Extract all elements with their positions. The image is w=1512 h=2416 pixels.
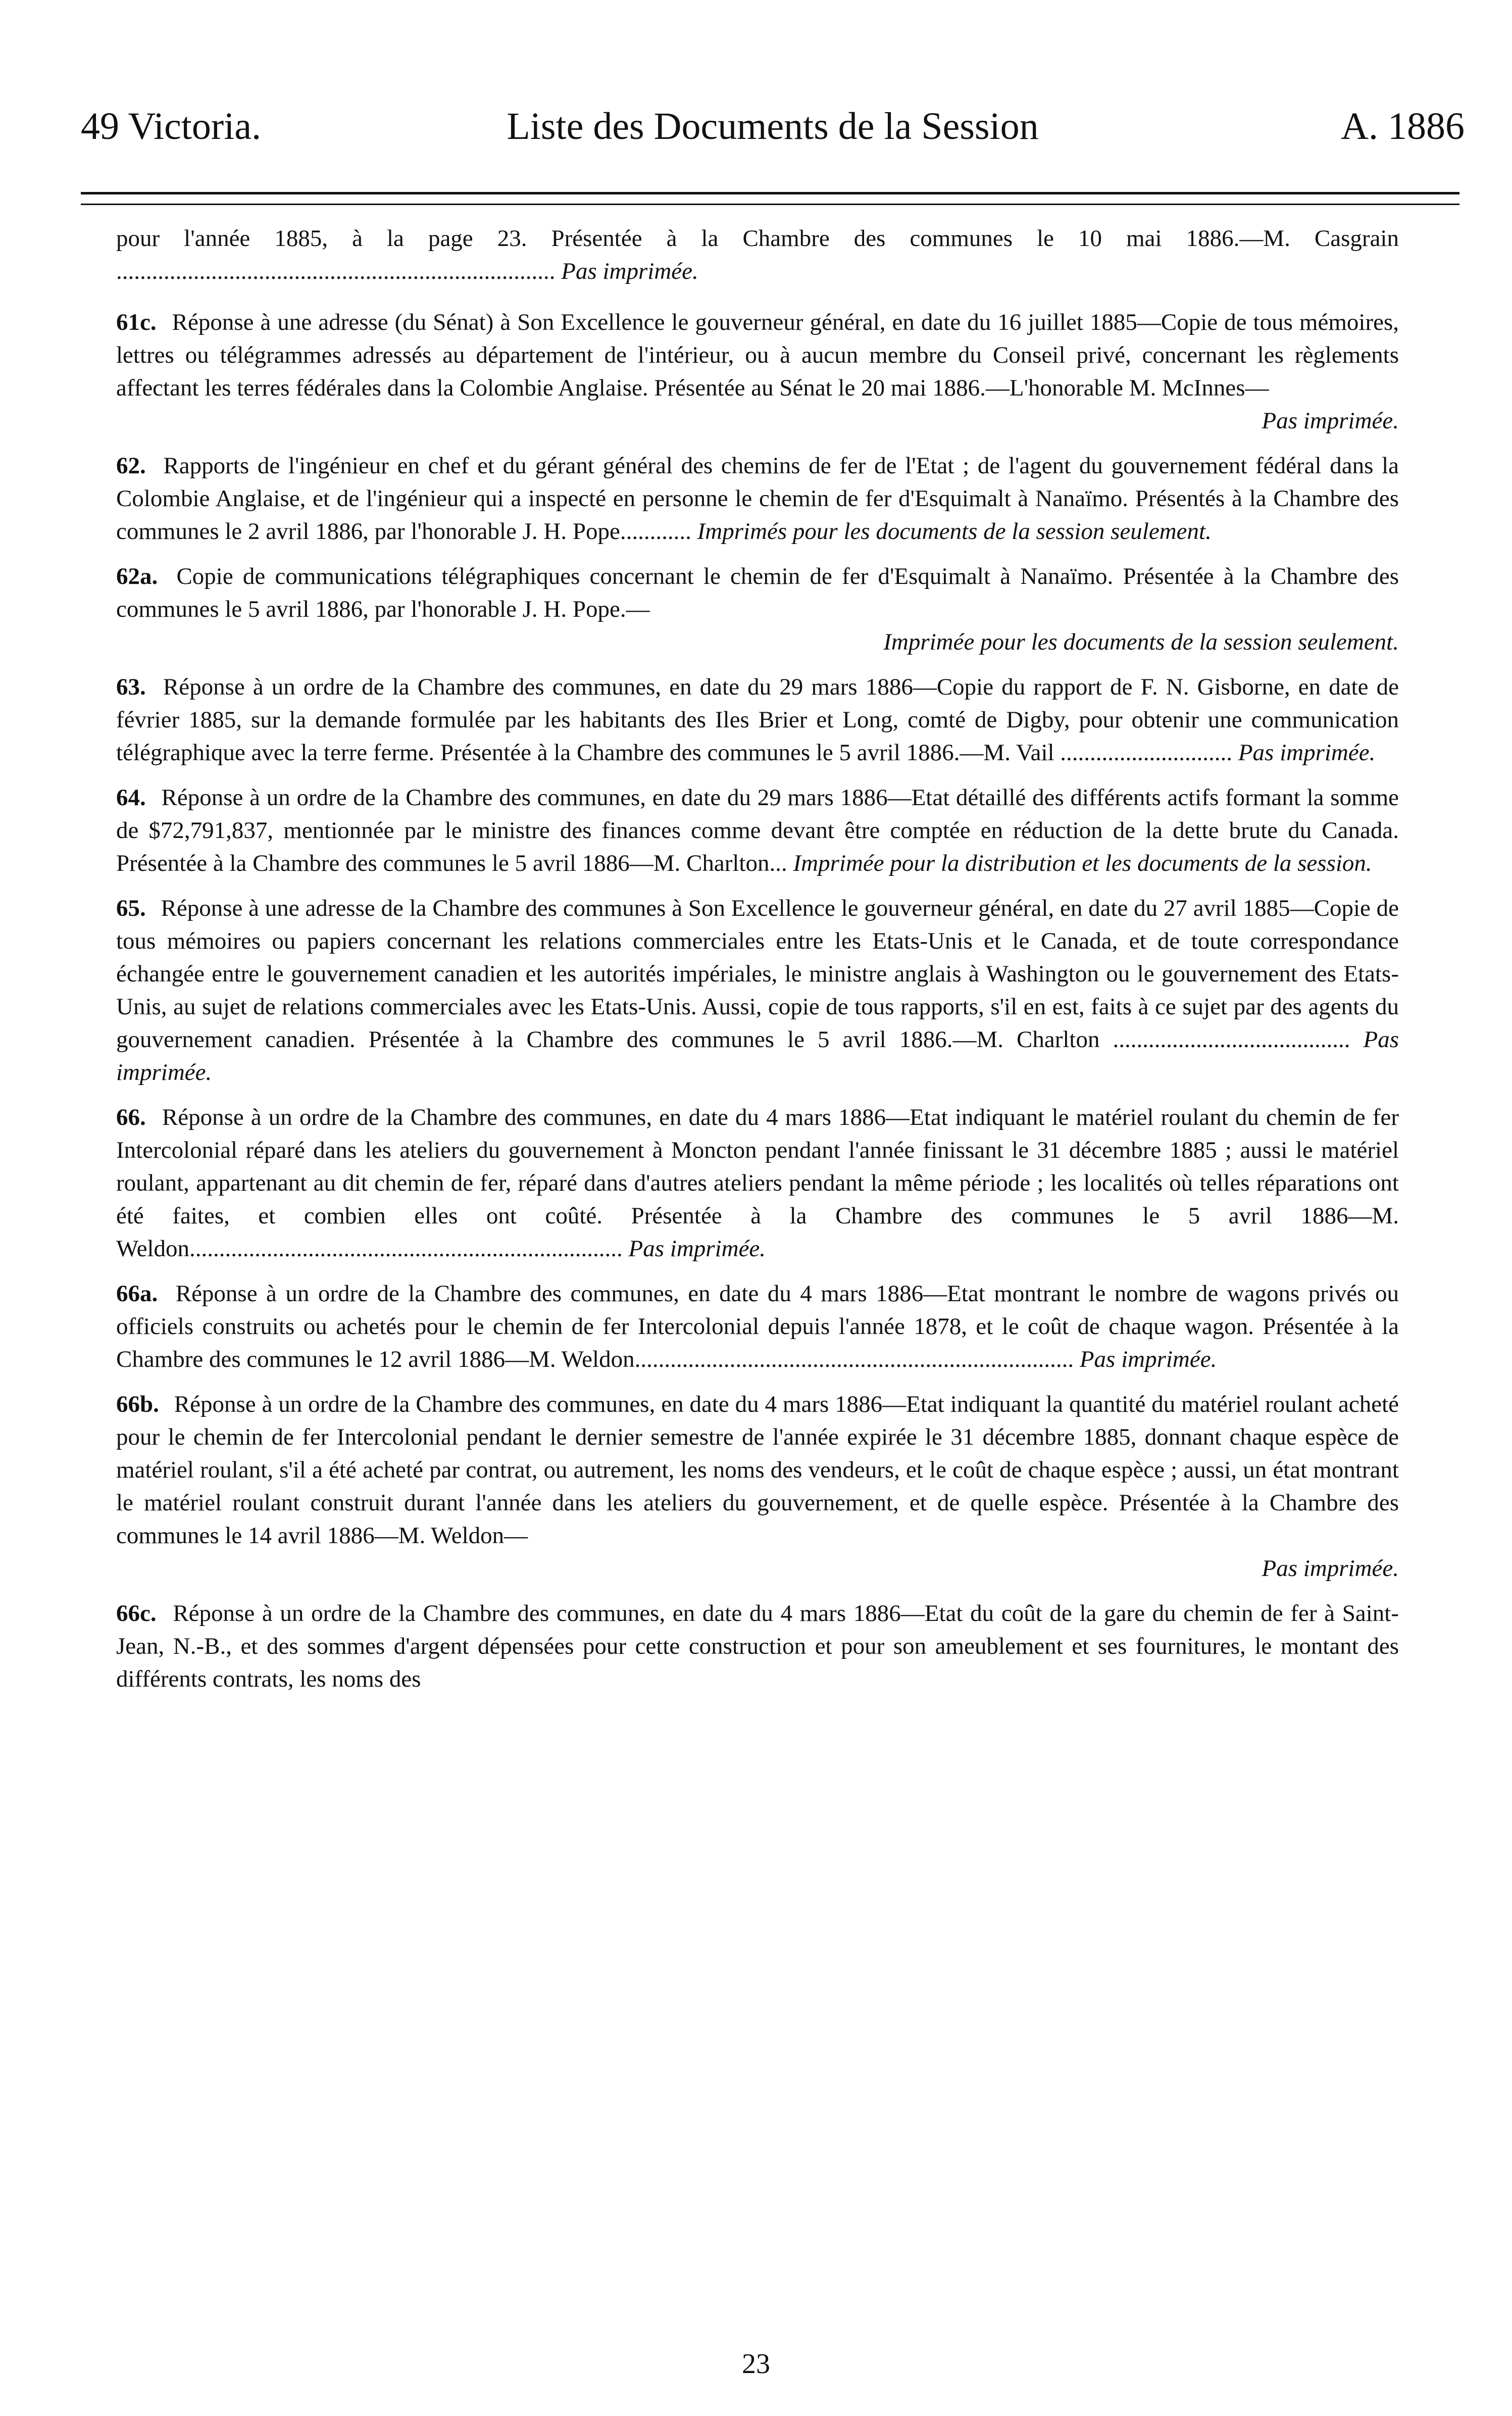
header-volume: 49 Victoria. bbox=[81, 105, 262, 147]
list-item bbox=[116, 1388, 1399, 1585]
list-item bbox=[116, 1277, 1399, 1376]
list-item bbox=[116, 1597, 1399, 1696]
list-item bbox=[116, 781, 1399, 880]
entry-number: 62. bbox=[116, 453, 146, 479]
entry-text: Réponse à un ordre de la Chambre des communes, en date du 29 mars 1886—Copie du rapport de F. N. Gisborne, en date de février 1885, sur la demande formulée par les habitants des Iles Brier et Long, comté de Digby, pour obtenir une communication télégraphique avec la terre ferme. Présentée à la Chambre des communes le 5 avril 1886.—M. Vail ............................. bbox=[116, 674, 1399, 766]
entry-text: Réponse à un ordre de la Chambre des communes, en date du 29 mars 1886—Etat détaillé des différents actifs formant la somme de $72,791,837, mentionnée par le ministre des finances comme devant être comptée en réduction de la dette brute du Canada. Présentée à la Chambre des communes le 5 avril 1886—M. Charlton... bbox=[116, 784, 1399, 876]
list-item bbox=[116, 892, 1399, 1089]
entry-status: Pas imprimée. bbox=[1238, 739, 1376, 766]
entry-text: Réponse à une adresse de la Chambre des communes à Son Excellence le gouverneur général, en date du 27 avril 1885—Copie de tous mémoires ou papiers concernant les relations commerciales entre les Etats-Unis et le Canada, et de toute correspondance échangée entre le gouvernement canadien et les autorités impériales, le ministre anglais à Washington ou le gouvernement des Etats-Unis, au sujet de relations commerciales avec les Etats-Unis. Aussi, copie de tous rapports, s'il en est, faits à ce sujet par des agents du gouvernement canadien. Présentée à la Chambre des communes le 5 avril 1886.—M. Charlton ........................................ bbox=[116, 895, 1399, 1053]
page-header bbox=[81, 101, 1465, 157]
entry-text: Copie de communications télégraphiques concernant le chemin de fer d'Esquimalt à Nanaïmo. Présentée à la Chambre des communes le 5 avril 1886, par l'honorable J. H. Pope.— bbox=[116, 563, 1399, 622]
document-list bbox=[116, 222, 1399, 1708]
list-item bbox=[116, 306, 1399, 437]
entry-status: Pas imprimée. bbox=[116, 1026, 1399, 1086]
entry-number: 64. bbox=[116, 784, 146, 811]
entry-number: 65. bbox=[116, 895, 146, 921]
entry-status: Pas imprimée. bbox=[1262, 1555, 1399, 1582]
entry-number: 62a. bbox=[116, 563, 158, 589]
entry-number: 66. bbox=[116, 1104, 146, 1130]
entry-number: 63. bbox=[116, 674, 146, 700]
list-item bbox=[116, 450, 1399, 548]
entry-status: Imprimée pour les documents de la session seulement. bbox=[883, 629, 1399, 655]
entry-status: Pas imprimée. bbox=[628, 1236, 766, 1262]
entry-text: pour l'année 1885, à la page 23. Présentée à la Chambre des communes le 10 mai 1886.—M. Casgrain .......................................................................... bbox=[116, 225, 1399, 284]
entry-text: Rapports de l'ingénieur en chef et du gérant général des chemins de fer de l'Etat ; de l'agent du gouvernement fédéral dans la Colombie Anglaise, et de l'ingénieur qui a inspecté en personne le chemin de fer d'Esquimalt à Nanaïmo. Présentés à la Chambre des communes le 2 avril 1886, par l'honorable J. H. Pope............ bbox=[116, 453, 1399, 545]
entry-text: Réponse à une adresse (du Sénat) à Son Excellence le gouverneur général, en date du 16 juillet 1885—Copie de tous mémoires, lettres ou télégrammes adressés au département de l'intérieur, ou à aucun membre du Conseil privé, concernant les règlements affectant les terres fédérales dans la Colombie Anglaise. Présentée au Sénat le 20 mai 1886.—L'honorable M. McInnes— bbox=[116, 309, 1399, 401]
list-item bbox=[116, 222, 1399, 288]
list-item bbox=[116, 1101, 1399, 1265]
entry-status: Imprimés pour les documents de la session seulement. bbox=[697, 518, 1212, 545]
entry-status: Pas imprimée. bbox=[1262, 408, 1399, 434]
list-item bbox=[116, 671, 1399, 769]
entry-number: 66b. bbox=[116, 1391, 159, 1417]
entry-number: 66a. bbox=[116, 1280, 158, 1307]
list-item bbox=[116, 560, 1399, 659]
entry-status: Pas imprimée. bbox=[1079, 1346, 1217, 1372]
entry-number: 66c. bbox=[116, 1600, 157, 1626]
entry-text: Réponse à un ordre de la Chambre des communes, en date du 4 mars 1886—Etat du coût de la gare du chemin de fer à Saint-Jean, N.-B., et des sommes d'argent dépensées pour cette construction et pour son ameublement et ses fournitures, le montant des différents contrats, les noms des bbox=[116, 1600, 1399, 1692]
entry-text: Réponse à un ordre de la Chambre des communes, en date du 4 mars 1886—Etat indiquant le matériel roulant du chemin de fer Intercolonial réparé dans les ateliers du gouvernement à Moncton pendant l'année finissant le 31 décembre 1885 ; aussi le matériel roulant, appartenant au dit chemin de fer, réparé dans d'autres ateliers pendant la même période ; les localités où telles réparations ont été faites, et combien elles ont coûté. Présentée à la Chambre des communes le 5 avril 1886—M. Weldon......................................................................... bbox=[116, 1104, 1399, 1262]
entry-status: Pas imprimée. bbox=[561, 258, 698, 284]
header-year: A. 1886 bbox=[1341, 105, 1465, 147]
entry-status: Imprimée pour la distribution et les documents de la session. bbox=[793, 850, 1372, 876]
entry-text: Réponse à un ordre de la Chambre des communes, en date du 4 mars 1886—Etat indiquant la quantité du matériel roulant acheté pour le chemin de fer Intercolonial pendant le dernier semestre de l'année expirée le 31 décembre 1885, donnant chaque espèce de matériel roulant, s'il a été acheté par contrat, ou autrement, les noms des vendeurs, et le coût de chaque espèce ; aussi, un état montrant le matériel roulant construit durant l'année dans les ateliers du gouvernement, et de quelle espèce. Présentée à la Chambre des communes le 14 avril 1886—M. Weldon— bbox=[116, 1391, 1399, 1549]
page-number: 23 bbox=[742, 2348, 770, 2380]
header-rule bbox=[81, 192, 1459, 205]
header-title: Liste des Documents de la Session bbox=[507, 105, 1039, 147]
entry-text: Réponse à un ordre de la Chambre des communes, en date du 4 mars 1886—Etat montrant le nombre de wagons privés ou officiels construits ou achetés pour le chemin de fer Intercolonial depuis l'année 1878, et le coût de chaque wagon. Présentée à la Chambre des communes le 12 avril 1886—M. Weldon.......................................................................... bbox=[116, 1280, 1399, 1372]
entry-number: 61c. bbox=[116, 309, 157, 335]
